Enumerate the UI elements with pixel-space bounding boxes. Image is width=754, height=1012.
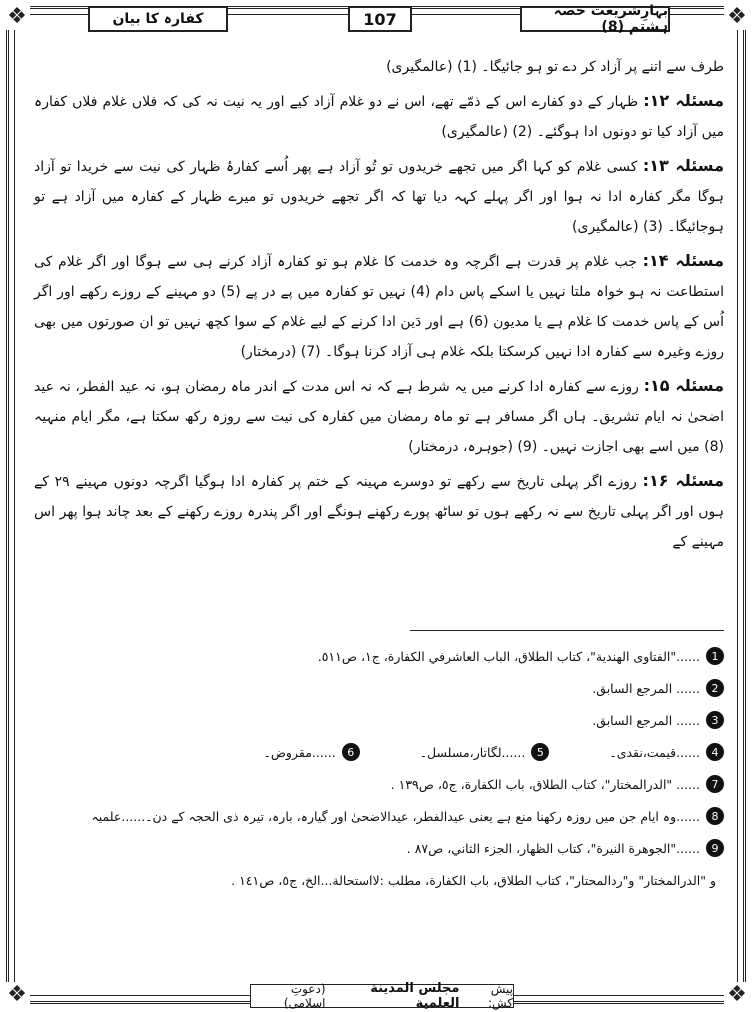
footnotes xyxy=(34,640,724,896)
footnote-text: ......"الفتاوى الهندية"، كتاب الطلاق، الباب العاشرفي الكفارة، ج١، ص٥١١. xyxy=(317,648,700,664)
footnote-number: 5 xyxy=(531,743,549,761)
chapter-title: کفارہ کا بیان xyxy=(88,6,228,32)
footnote xyxy=(34,640,724,672)
footnote xyxy=(34,672,724,704)
page-header xyxy=(0,3,754,35)
footnote xyxy=(34,704,724,736)
masala-label: مسئلہ ۱۵: xyxy=(643,376,724,395)
masala-paragraph xyxy=(34,151,724,242)
page-number: 107 xyxy=(348,6,412,32)
corner-ornament-icon: ❖ xyxy=(4,4,30,30)
footnote xyxy=(420,743,550,761)
footnote-text: ......"الجوهرة النيرة"، كتاب الظهار، الجزء الثاني، ص٨٧ . xyxy=(406,840,700,856)
footnote-number: 4 xyxy=(706,743,724,761)
footnote-number: 1 xyxy=(706,647,724,665)
masala-label: مسئلہ ۱۴: xyxy=(642,251,724,270)
footnote-text: ......مقروض۔ xyxy=(263,744,336,760)
footnote-continuation: و "الدرالمختار" و"ردالمحتار"، كتاب الطلاق، باب الكفارة، مطلب :لااستحالة...الخ، ج٥، ص١٤١ . xyxy=(231,872,716,888)
paragraph-text: طرف سے اتنے پر آزاد کر دے تو ہو جائیگا۔ (1) (عالمگیری) xyxy=(386,59,724,75)
footnote-text: ......لگاتار،مسلسل۔ xyxy=(419,744,526,760)
masala-label: مسئلہ ۱۳: xyxy=(642,156,724,175)
masala-paragraph xyxy=(34,86,724,147)
main-text xyxy=(34,52,724,561)
footnote xyxy=(264,743,360,761)
corner-ornament-icon: ❖ xyxy=(724,4,750,30)
footnote-text: ......قیمت،نقدی۔ xyxy=(609,744,700,760)
footnote-text: ...... المرجع السابق. xyxy=(592,680,700,696)
footnote-text: ......وہ ایام جن میں روزہ رکھنا منع ہے یعنی عیدالفطر، عیدالاضحیٰ اور گیارہ، بارہ، تیرہ ذی الحجہ کے دن۔......علمیہ xyxy=(91,808,700,824)
page-footer xyxy=(250,981,514,1011)
masala-label: مسئلہ ۱۲: xyxy=(643,91,724,110)
footnote xyxy=(34,832,724,864)
masala-paragraph xyxy=(34,371,724,462)
masala-paragraph xyxy=(34,246,724,367)
footnote xyxy=(34,800,724,832)
footnote xyxy=(34,768,724,800)
paragraph-text: روزے اگر پہلی تاریخ سے رکھے تو دوسرے مہینہ کے ختم پر کفارہ ادا ہوگیا اگرچہ دونوں مہینے ۲۹ کے ہوں اور اگر پہلی تاریخ سے نہ رکھے ہوں تو ساٹھ پورے رکھنے ہونگے اور اگر پندرہ روزے رکھنے کے بعد چاند ہوا پھر اس مہینے کے xyxy=(34,474,724,550)
footnote xyxy=(609,743,724,761)
footnote-divider xyxy=(410,630,724,631)
paragraph-text: کسی غلام کو کہا اگر میں تجھے خریدوں تو تُو آزاد ہے پھر اُسے کفارۂ ظہار کی نیت سے خریدا تو آزاد ہوگا مگر کفارہ ادا نہ ہوا اور اگر پہلے کہہ دیا تھا کہ اگر تجھے خریدوں تو میرے ظہار کے کفارہ میں آزاد ہے تو ہوجائیگا۔ (3) (عالمگیری) xyxy=(34,159,724,235)
footer-suffix: (دعوتِ اسلامی) xyxy=(283,982,326,1010)
footnote-number: 8 xyxy=(706,807,724,825)
book-title: بہارِشریعت حصہ ہشتم (8) xyxy=(520,6,670,32)
paragraph xyxy=(34,52,724,82)
footer-org: مجلس المدينة العلمية xyxy=(370,981,460,1011)
footnote-row xyxy=(34,736,724,768)
footnote-text: ...... "الدرالمختار"، كتاب الطلاق، باب الكفارة، ج٥، ص١٣٩ . xyxy=(390,776,700,792)
corner-ornament-icon: ❖ xyxy=(4,982,30,1008)
footnote-number: 2 xyxy=(706,679,724,697)
footnote-number: 3 xyxy=(706,711,724,729)
footnote-number: 6 xyxy=(342,743,360,761)
paragraph-text: ظہار کے دو کفارے اس کے ذمّے تھے، اس نے دو غلام آزاد کیے اور یہ نیت نہ کی کہ فلاں غلام فلاں کفارہ میں آزاد کیا تو دونوں ادا ہوگئے۔ (2) (عالمگیری) xyxy=(34,94,724,140)
masala-label: مسئلہ ۱۶: xyxy=(642,471,724,490)
paragraph-text: جب غلام پر قدرت ہے اگرچہ وہ خدمت کا غلام ہو تو کفارہ آزاد کرنے ہی سے ہوگا اور اگر غلام کی استطاعت نہ ہو خواہ ملتا نہیں یا اسکے پاس دام (4) نہیں تو کفارہ میں پے در پے (5) دو مہینے کے روزے رکھے اور اگر اُس کے پاس خدمت کا غلام ہے یا مدیون (6) ہے اور دَین ادا کرنے کے لیے غلام کے سوا کچھ نہیں تو ان صورتوں میں بھی روزے وغیرہ سے کفارہ ادا نہیں کرسکتا بلکہ غلام ہی آزاد کرنا ہوگا۔ (7) (درمختار) xyxy=(34,254,724,360)
footer-prefix: پیش کش: xyxy=(487,982,513,1010)
corner-ornament-icon: ❖ xyxy=(724,982,750,1008)
footnote-number: 9 xyxy=(706,839,724,857)
masala-paragraph xyxy=(34,466,724,557)
footnote-number: 7 xyxy=(706,775,724,793)
paragraph-text: روزے سے کفارہ ادا کرنے میں یہ شرط ہے کہ نہ اس مدت کے اندر ماہ رمضان ہو، نہ عید الفطر، نہ عید اضحیٰ نہ ایام تشریق۔ ہاں اگر مسافر ہے تو ماہ رمضان میں کفارہ کی نیت سے روزہ رکھ سکتا ہے، مگر ایام منہیہ (8) میں اسے بھی اجازت نہیں۔ (9) (جوہرہ، درمختار) xyxy=(34,379,724,455)
footnote-text: ...... المرجع السابق. xyxy=(592,712,700,728)
